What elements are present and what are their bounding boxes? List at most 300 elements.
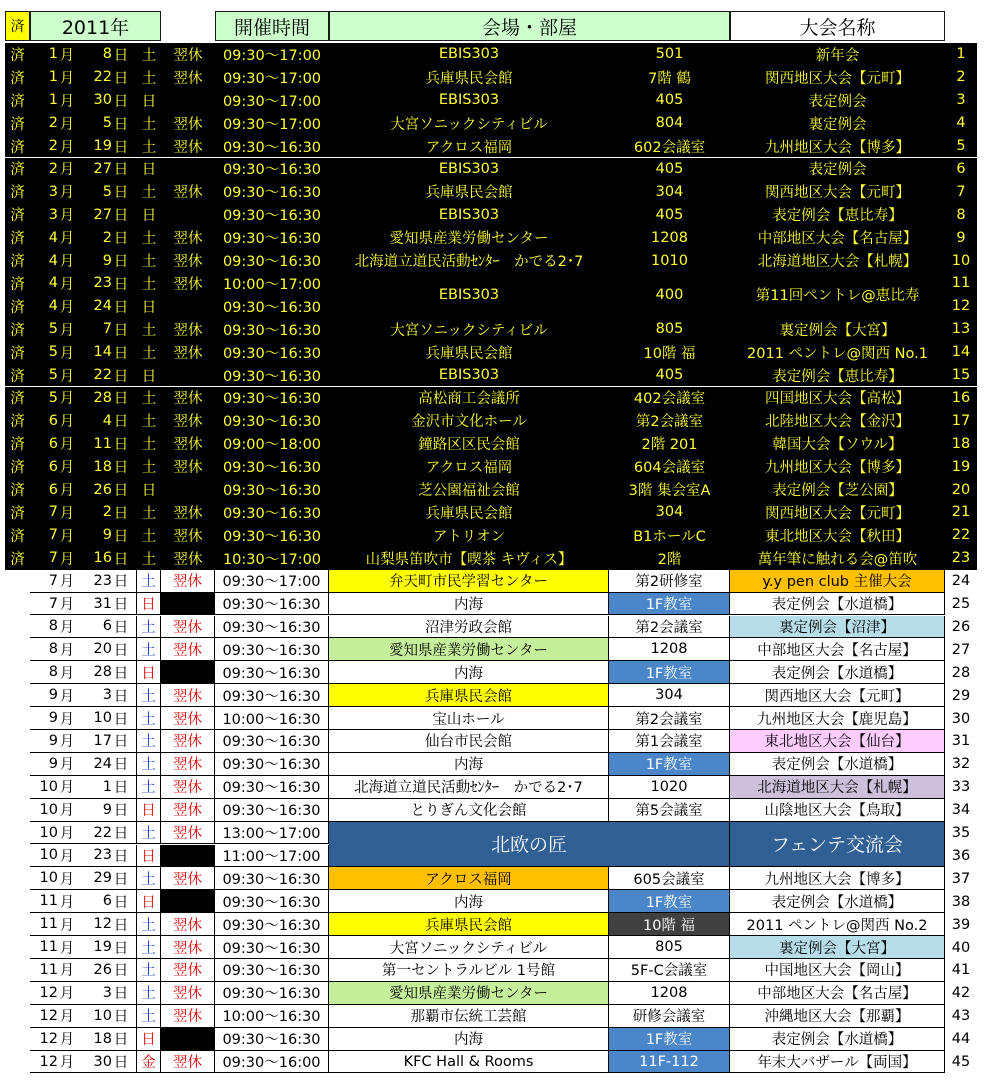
event-date: [30, 180, 137, 203]
date-month: 8: [48, 618, 58, 635]
date-day-unit: 日: [113, 803, 129, 820]
day-of-week: 日: [137, 799, 161, 822]
next-day-off: 翌休: [161, 547, 215, 570]
venue-name: 仙台市民会館: [329, 730, 609, 753]
day-of-week: 日: [137, 158, 161, 181]
date-day: 28: [93, 389, 112, 406]
date-day-unit: 日: [113, 139, 129, 156]
date-day-unit: 日: [113, 574, 129, 591]
room-name: 1F教室: [609, 753, 730, 776]
day-of-week: 土: [137, 501, 161, 524]
next-day-off: 翌休: [161, 707, 215, 730]
date-month-unit: 月: [59, 391, 75, 408]
date-day: 17: [93, 732, 112, 749]
venue-name: 兵庫県民会館: [329, 501, 609, 524]
next-day-off: 翌休: [161, 936, 215, 959]
date-month-unit: 月: [59, 162, 75, 179]
venue-name: 内海: [329, 753, 609, 776]
event-date: [30, 707, 137, 730]
next-day-off: 翌休: [161, 226, 215, 249]
date-day: 3: [102, 687, 112, 704]
room-name: 405: [609, 158, 730, 181]
merged-room: 400: [609, 272, 730, 318]
day-of-week: 土: [137, 982, 161, 1005]
event-date: [30, 1051, 137, 1074]
day-of-week: 土: [137, 226, 161, 249]
done-mark: 済: [5, 318, 30, 341]
date-day-unit: 日: [113, 47, 129, 64]
venue-name: EBIS303: [329, 158, 609, 181]
event-name: 韓国大会【ソウル】: [730, 432, 945, 455]
next-day-off: 翌休: [161, 432, 215, 455]
date-month: 12: [39, 1030, 58, 1047]
venue-name: 兵庫県民会館: [329, 684, 609, 707]
date-month-unit: 月: [59, 254, 75, 271]
merged-event: フェンテ交流会: [730, 822, 945, 868]
header-done-mark: 済: [5, 11, 30, 41]
event-time: 09:30～16:30: [215, 913, 329, 936]
next-day-off: 翌休: [161, 959, 215, 982]
date-month: 7: [48, 595, 58, 612]
done-mark: 済: [5, 158, 30, 181]
date-month: 2: [48, 138, 58, 155]
event-name: 表定例会【恵比寿】: [730, 364, 945, 387]
room-name: 第5会議室: [609, 799, 730, 822]
event-time: 09:30～16:30: [215, 593, 329, 616]
row-number: 19: [945, 455, 977, 478]
row-number: 14: [945, 341, 977, 364]
venue-name: EBIS303: [329, 364, 609, 387]
next-day-off: 翌休: [161, 867, 215, 890]
event-name: 四国地区大会【高松】: [730, 387, 945, 410]
event-date: [30, 684, 137, 707]
merged-event: 第11回ペントレ@恵比寿: [730, 272, 945, 318]
room-name: 805: [609, 936, 730, 959]
date-day: 18: [93, 1030, 112, 1047]
date-day: 12: [93, 916, 112, 933]
next-day-off: [161, 593, 215, 616]
day-of-week: 土: [137, 409, 161, 432]
next-day-off: [161, 295, 215, 318]
date-day: 26: [93, 481, 112, 498]
event-name: 年末大バザール【両国】: [730, 1051, 945, 1074]
event-time: 09:30～16:30: [215, 249, 329, 272]
day-of-week: 土: [137, 616, 161, 639]
date-day: 14: [93, 344, 112, 361]
row-number: 44: [945, 1028, 977, 1051]
day-of-week: 土: [137, 66, 161, 89]
room-name: 804: [609, 112, 730, 135]
venue-name: 宝山ホール: [329, 707, 609, 730]
venue-name: 内海: [329, 1028, 609, 1051]
row-number: 37: [945, 867, 977, 890]
date-month-unit: 月: [59, 47, 75, 64]
date-day-unit: 日: [113, 711, 129, 728]
date-month: 9: [48, 710, 58, 727]
event-time: 09:30～16:30: [215, 982, 329, 1005]
room-name: 第1会議室: [609, 730, 730, 753]
event-time: 09:30～16:30: [215, 799, 329, 822]
next-day-off: 翌休: [161, 455, 215, 478]
date-day: 23: [93, 847, 112, 864]
date-month: 1: [48, 69, 58, 86]
event-date: [30, 845, 137, 868]
date-day: 22: [93, 69, 112, 86]
date-day-unit: 日: [113, 483, 129, 500]
date-month: 9: [48, 755, 58, 772]
date-day-unit: 日: [113, 254, 129, 271]
date-month-unit: 月: [59, 780, 75, 797]
date-day-unit: 日: [113, 70, 129, 87]
next-day-off: 翌休: [161, 1005, 215, 1028]
date-month: 12: [39, 1007, 58, 1024]
event-date: [30, 661, 137, 684]
next-day-off: [161, 1028, 215, 1051]
row-number: 5: [945, 135, 977, 158]
event-name: 東北地区大会【秋田】: [730, 524, 945, 547]
date-day: 28: [93, 664, 112, 681]
date-day: 24: [93, 298, 112, 315]
date-day-unit: 日: [113, 688, 129, 705]
event-time: 09:00～18:00: [215, 432, 329, 455]
date-day: 23: [93, 275, 112, 292]
event-date: [30, 936, 137, 959]
event-name: 東北地区大会【仙台】: [730, 730, 945, 753]
venue-name: 沼津労政会館: [329, 616, 609, 639]
day-of-week: 土: [137, 1005, 161, 1028]
event-time: 09:30～16:30: [215, 616, 329, 639]
done-mark: 済: [5, 501, 30, 524]
row-number: 18: [945, 432, 977, 455]
next-day-off: [161, 890, 215, 913]
day-of-week: 土: [137, 180, 161, 203]
date-month-unit: 月: [59, 1032, 75, 1049]
venue-name: アクロス福岡: [329, 455, 609, 478]
venue-name: とりぎん文化会館: [329, 799, 609, 822]
date-month: 6: [48, 481, 58, 498]
row-number: 33: [945, 776, 977, 799]
next-day-off: 翌休: [161, 524, 215, 547]
next-day-off: 翌休: [161, 799, 215, 822]
next-day-off: 翌休: [161, 272, 215, 295]
event-date: [30, 203, 137, 226]
event-date: [30, 272, 137, 295]
date-day-unit: 日: [113, 185, 129, 202]
date-day: 30: [93, 92, 112, 109]
date-month-unit: 月: [59, 551, 75, 568]
header-event: 大会名称: [730, 11, 945, 41]
row-number: 4: [945, 112, 977, 135]
row-number: 30: [945, 707, 977, 730]
date-month: 9: [48, 687, 58, 704]
event-date: [30, 432, 137, 455]
done-mark: 済: [5, 203, 30, 226]
date-month: 3: [48, 206, 58, 223]
venue-name: 大宮ソニックシティビル: [329, 936, 609, 959]
date-month-unit: 月: [59, 139, 75, 156]
date-day: 16: [93, 550, 112, 567]
row-number: 6: [945, 158, 977, 181]
date-day: 30: [93, 1053, 112, 1070]
room-name: B1ホールC: [609, 524, 730, 547]
row-number: 12: [945, 295, 977, 318]
room-name: 304: [609, 684, 730, 707]
room-name: 1F教室: [609, 593, 730, 616]
date-month-unit: 月: [59, 93, 75, 110]
date-month-unit: 月: [59, 688, 75, 705]
event-name: 関西地区大会【元町】: [730, 180, 945, 203]
date-month-unit: 月: [59, 276, 75, 293]
event-date: [30, 959, 137, 982]
event-time: 09:30～16:30: [215, 890, 329, 913]
event-time: 10:30～17:00: [215, 547, 329, 570]
event-date: [30, 799, 137, 822]
event-time: 09:30～16:30: [215, 684, 329, 707]
day-of-week: 土: [137, 707, 161, 730]
venue-name: 高松商工会議所: [329, 387, 609, 410]
date-day-unit: 日: [113, 734, 129, 751]
event-time: 09:30～17:00: [215, 570, 329, 593]
date-month-unit: 月: [59, 574, 75, 591]
date-month: 5: [48, 344, 58, 361]
event-date: [30, 776, 137, 799]
date-day: 23: [93, 572, 112, 589]
row-number: 21: [945, 501, 977, 524]
event-time: 09:30～17:00: [215, 66, 329, 89]
event-time: 09:30～17:00: [215, 43, 329, 66]
venue-name: 兵庫県民会館: [329, 180, 609, 203]
date-day-unit: 日: [113, 368, 129, 385]
date-month-unit: 月: [59, 345, 75, 362]
event-name: 表定例会【水道橋】: [730, 890, 945, 913]
date-month-unit: 月: [59, 619, 75, 636]
event-time: 09:30～16:30: [215, 524, 329, 547]
date-day-unit: 日: [113, 1032, 129, 1049]
venue-name: 北海道立道民活動ｾﾝﾀｰ かでる2･7: [329, 776, 609, 799]
venue-name: 愛知県産業労働センター: [329, 226, 609, 249]
event-date: [30, 913, 137, 936]
day-of-week: 土: [137, 432, 161, 455]
event-date: [30, 478, 137, 501]
date-month: 4: [48, 229, 58, 246]
date-day-unit: 日: [113, 505, 129, 522]
next-day-off: 翌休: [161, 249, 215, 272]
date-month-unit: 月: [59, 116, 75, 133]
date-month: 11: [39, 961, 58, 978]
event-name: 裏定例会【大宮】: [730, 936, 945, 959]
header-year: 2011年: [30, 11, 161, 41]
room-name: 1020: [609, 776, 730, 799]
event-time: 09:30～16:30: [215, 180, 329, 203]
date-day: 22: [93, 367, 112, 384]
done-mark: 済: [5, 180, 30, 203]
room-name: 605会議室: [609, 867, 730, 890]
event-date: [30, 753, 137, 776]
date-month-unit: 月: [59, 871, 75, 888]
event-time: 09:30～16:30: [215, 478, 329, 501]
venue-name: 愛知県産業労働センター: [329, 638, 609, 661]
date-day-unit: 日: [113, 208, 129, 225]
row-number: 3: [945, 89, 977, 112]
date-day-unit: 日: [113, 757, 129, 774]
row-number: 25: [945, 593, 977, 616]
event-time: 09:30～16:30: [215, 1028, 329, 1051]
event-time: 13:00～17:00: [215, 822, 329, 845]
date-month: 10: [39, 847, 58, 864]
event-name: 九州地区大会【博多】: [730, 455, 945, 478]
venue-name: EBIS303: [329, 203, 609, 226]
date-day-unit: 日: [113, 276, 129, 293]
row-number: 38: [945, 890, 977, 913]
next-day-off: [161, 478, 215, 501]
room-name: 1F教室: [609, 1028, 730, 1051]
date-day-unit: 日: [113, 597, 129, 614]
date-day: 9: [102, 801, 112, 818]
row-number: 24: [945, 570, 977, 593]
done-mark: 済: [5, 387, 30, 410]
event-name: 九州地区大会【博多】: [730, 135, 945, 158]
date-day-unit: 日: [113, 871, 129, 888]
room-name: 第2会議室: [609, 616, 730, 639]
date-month-unit: 月: [59, 368, 75, 385]
room-name: 405: [609, 203, 730, 226]
room-name: 第2会議室: [609, 707, 730, 730]
done-mark: 済: [5, 409, 30, 432]
day-of-week: 日: [137, 203, 161, 226]
date-month: 1: [48, 46, 58, 63]
row-number: 43: [945, 1005, 977, 1028]
venue-name: 那覇市伝統工芸館: [329, 1005, 609, 1028]
event-name: 沖縄地区大会【那覇】: [730, 1005, 945, 1028]
date-day-unit: 日: [113, 619, 129, 636]
date-month: 12: [39, 984, 58, 1001]
event-time: 09:30～16:30: [215, 638, 329, 661]
done-mark: 済: [5, 249, 30, 272]
event-name: 表定例会【芝公園】: [730, 478, 945, 501]
date-day: 26: [93, 961, 112, 978]
event-time: 09:30～16:30: [215, 661, 329, 684]
date-month: 7: [48, 572, 58, 589]
day-of-week: 土: [137, 913, 161, 936]
date-month-unit: 月: [59, 483, 75, 500]
date-month: 9: [48, 732, 58, 749]
row-number: 28: [945, 661, 977, 684]
date-day-unit: 日: [113, 460, 129, 477]
date-month-unit: 月: [59, 803, 75, 820]
date-month: 4: [48, 275, 58, 292]
venue-name: EBIS303: [329, 43, 609, 66]
event-time: 09:30～16:30: [215, 295, 329, 318]
date-day: 6: [102, 618, 112, 635]
venue-name: 鐘路区区民会館: [329, 432, 609, 455]
date-month: 5: [48, 389, 58, 406]
event-date: [30, 43, 137, 66]
date-month: 8: [48, 664, 58, 681]
row-number: 29: [945, 684, 977, 707]
day-of-week: 土: [137, 272, 161, 295]
date-day: 11: [93, 435, 112, 452]
date-day-unit: 日: [113, 963, 129, 980]
date-month: 11: [39, 939, 58, 956]
row-number: 42: [945, 982, 977, 1005]
date-month-unit: 月: [59, 665, 75, 682]
date-month-unit: 月: [59, 917, 75, 934]
day-of-week: 土: [137, 684, 161, 707]
next-day-off: 翌休: [161, 638, 215, 661]
date-day: 3: [102, 984, 112, 1001]
date-day: 19: [93, 138, 112, 155]
next-day-off: 翌休: [161, 318, 215, 341]
day-of-week: 土: [137, 341, 161, 364]
event-time: 09:30～16:30: [215, 226, 329, 249]
day-of-week: 日: [137, 364, 161, 387]
next-day-off: [161, 364, 215, 387]
merged-venue: EBIS303: [329, 272, 609, 318]
row-number: 41: [945, 959, 977, 982]
room-name: 1208: [609, 226, 730, 249]
day-of-week: 土: [137, 776, 161, 799]
date-month-unit: 月: [59, 986, 75, 1003]
next-day-off: [161, 661, 215, 684]
date-month-unit: 月: [59, 299, 75, 316]
day-of-week: 土: [137, 43, 161, 66]
row-number: 36: [945, 845, 977, 868]
event-name: 中部地区大会【名古屋】: [730, 982, 945, 1005]
date-month-unit: 月: [59, 597, 75, 614]
date-day: 1: [102, 778, 112, 795]
date-month: 6: [48, 458, 58, 475]
row-number: 32: [945, 753, 977, 776]
event-date: [30, 249, 137, 272]
event-date: [30, 616, 137, 639]
date-month-unit: 月: [59, 894, 75, 911]
day-of-week: 土: [137, 455, 161, 478]
event-name: 新年会: [730, 43, 945, 66]
date-day-unit: 日: [113, 231, 129, 248]
next-day-off: [161, 845, 215, 868]
next-day-off: 翌休: [161, 135, 215, 158]
venue-name: 内海: [329, 593, 609, 616]
date-month-unit: 月: [59, 1055, 75, 1072]
event-date: [30, 226, 137, 249]
date-day-unit: 日: [113, 894, 129, 911]
event-date: [30, 89, 137, 112]
done-mark: 済: [5, 478, 30, 501]
day-of-week: 土: [137, 570, 161, 593]
event-name: 表定例会【水道橋】: [730, 593, 945, 616]
row-number: 7: [945, 180, 977, 203]
event-name: 関西地区大会【元町】: [730, 66, 945, 89]
venue-name: EBIS303: [329, 89, 609, 112]
event-time: 09:30～16:30: [215, 135, 329, 158]
event-name: 表定例会【水道橋】: [730, 661, 945, 684]
date-month: 11: [39, 916, 58, 933]
event-name: 山陰地区大会【鳥取】: [730, 799, 945, 822]
venue-name: 大宮ソニックシティビル: [329, 112, 609, 135]
date-month-unit: 月: [59, 963, 75, 980]
room-name: 402会議室: [609, 387, 730, 410]
event-date: [30, 409, 137, 432]
done-mark: 済: [5, 432, 30, 455]
event-name: 北海道地区大会【札幌】: [730, 249, 945, 272]
done-mark: 済: [5, 455, 30, 478]
row-number: 11: [945, 272, 977, 295]
event-name: 裏定例会: [730, 112, 945, 135]
date-day: 9: [102, 527, 112, 544]
row-number: 23: [945, 547, 977, 570]
date-day: 2: [102, 229, 112, 246]
event-date: [30, 638, 137, 661]
